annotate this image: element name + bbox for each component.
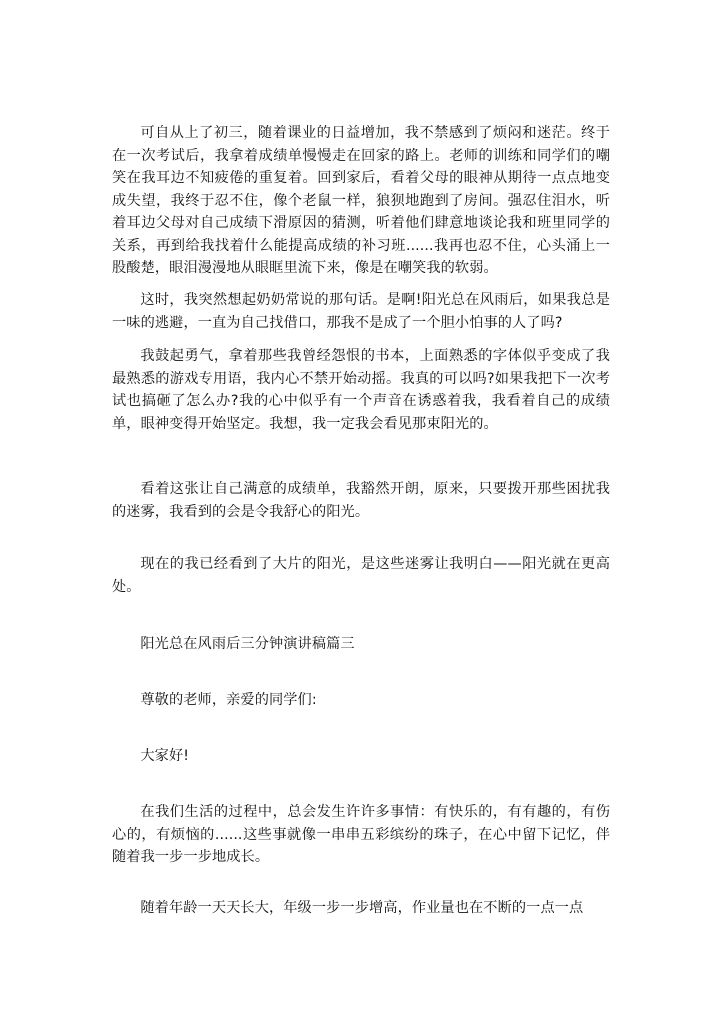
section-heading: 阳光总在风雨后三分钟演讲稿篇三 [140, 636, 355, 652]
paragraph-exam-frustration: 可自从上了初三，随着课业的日益增加，我不禁感到了烦闷和迷茫。终于在一次考试后，我拿着成绩单慢慢走在回家的路上。老师的训练和同学们的嘲笑在我耳边不知疲倦的重复着。回到家后，看着父母的眼神从期待一点点地变成失望，我终于忍不住，像个老鼠一样，狼狈地跑到了房间。强忍住泪水，听着耳边父母对自己成绩下滑原因的猜测，听着他们肆意地谈论我和班里同学的关系，再到给我找着什么能提高成绩的补习班......我再也忍不住，心头涌上一股酸楚，眼泪漫漫地从眼眶里流下来，像是在嘲笑我的软弱。 [112, 125, 610, 276]
paragraph-life-events: 在我们生活的过程中，总会发生许许多事情：有快乐的，有有趣的，有伤心的，有烦恼的......这些事就像一串串五彩缤纷的珠子，在心中留下记忆，伴随着我一步一步地成长。 [112, 804, 610, 865]
paragraph-satisfied-report: 看着这张让自己满意的成绩单，我豁然开朗，原来，只要拨开那些困扰我的迷雾，我看到的会是令我舒心的阳光。 [112, 481, 610, 520]
paragraph-grandma-saying: 这时，我突然想起奶奶常说的那句话。是啊!阳光总在风雨后，如果我总是一味的逃避，一直为自己找借口，那我不是成了一个胆小怕事的人了吗? [112, 292, 610, 331]
paragraph-growing-up: 随着年龄一天天长大，年级一步一步增高，作业量也在不断的一点一点 [140, 900, 584, 916]
paragraph-courage: 我鼓起勇气，拿着那些我曾经怨恨的书本，上面熟悉的字体似乎变成了我最熟悉的游戏专用语，我内心不禁开始动摇。我真的可以吗?如果我把下一次考试也搞砸了怎么办?我的心中似乎有一个声音在诱惑着我，我看着自己的成绩单，眼神变得开始坚定。我想，我一定我会看见那束阳光的。 [112, 348, 610, 432]
greeting: 大家好! [140, 748, 190, 764]
salutation: 尊敬的老师，亲爱的同学们: [140, 692, 317, 708]
paragraph-sunshine-higher: 现在的我已经看到了大片的阳光，是这些迷雾让我明白——阳光就在更高处。 [112, 556, 610, 595]
